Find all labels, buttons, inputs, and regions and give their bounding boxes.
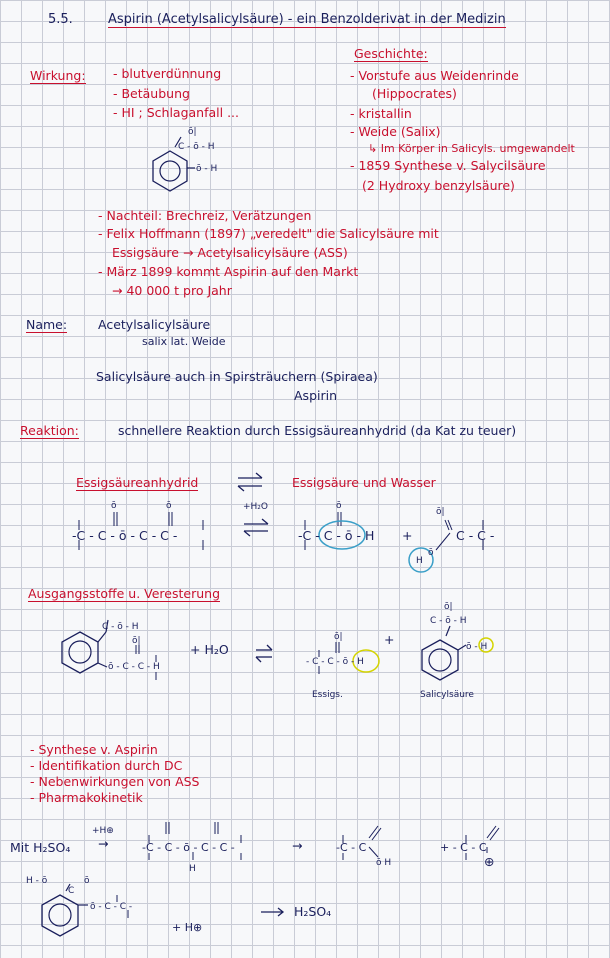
geschichte-item: (Hippocrates) bbox=[372, 86, 457, 101]
reaktion-text: schnellere Reaktion durch Essigsäureanhydrid (da Kat zu teuer) bbox=[118, 423, 517, 438]
geschichte-item: - Weide (Salix) bbox=[350, 124, 441, 139]
eq3-frag1-oh: ō H bbox=[376, 858, 392, 868]
struct-c-oh: C - ō - H bbox=[178, 142, 215, 152]
eq2-c-o-h2: C - ō - H bbox=[430, 616, 467, 626]
wirkung-heading: Wirkung: bbox=[30, 68, 86, 83]
eq1-ho: ō bbox=[428, 548, 434, 558]
eq4-plus-h: + H⊕ bbox=[172, 921, 203, 934]
geschichte-item: ↳ Im Körper in Salicyls. umgewandelt bbox=[368, 142, 575, 155]
eq3-h: H bbox=[189, 864, 196, 874]
eq1-o: ō bbox=[336, 501, 342, 511]
spirea-line: Salicylsäure auch in Spirsträuchern (Spiraea) bbox=[96, 369, 378, 384]
wirkung-item: - HI ; Schlaganfall ... bbox=[113, 105, 240, 120]
note-line: → 40 000 t pro Jahr bbox=[112, 283, 232, 298]
eq3-arrow: → bbox=[98, 836, 109, 851]
name-value: Acetylsalicylsäure bbox=[98, 317, 211, 332]
eq1-o: ō bbox=[111, 501, 117, 511]
eq1-plus: + bbox=[402, 528, 413, 543]
eq2-c-o-h: C - ō - H bbox=[102, 622, 139, 632]
name-note: salix lat. Weide bbox=[142, 335, 226, 348]
struct-o-top: ō| bbox=[188, 127, 197, 137]
list2-item: - Identifikation durch DC bbox=[30, 758, 183, 773]
note-line: - Felix Hoffmann (1897) „veredelt" die Salicylsäure mit bbox=[98, 226, 439, 241]
eq3-mit: Mit H₂SO₄ bbox=[10, 840, 71, 855]
section-number: 5.5. bbox=[48, 12, 73, 27]
eq3-frag1: -C - C bbox=[336, 841, 367, 854]
eq4-o: ō bbox=[84, 876, 90, 886]
eq1-h: H bbox=[416, 556, 423, 566]
eq1-o: ō bbox=[166, 501, 172, 511]
wirkung-item: - Betäubung bbox=[113, 86, 190, 101]
eq3-arrow: → bbox=[292, 838, 303, 853]
eq2-o-top: ō| bbox=[132, 636, 141, 646]
eq1-acid: -C - C - ō - H bbox=[298, 528, 375, 543]
eq2-acid: - C - C - ō - H bbox=[306, 657, 364, 667]
name-heading: Name: bbox=[26, 317, 68, 332]
eq2-ring-oh: ō - H bbox=[466, 642, 488, 652]
eq4-h-o: H - ō bbox=[26, 876, 48, 886]
wirkung-item: - blutverdünnung bbox=[113, 66, 222, 81]
eq2-o-top: ō| bbox=[334, 632, 343, 642]
eq2-salicyl: Salicylsäure bbox=[420, 690, 474, 700]
eq1-oh-top: ō| bbox=[436, 507, 445, 517]
eq4-chain: ō - C - C - bbox=[90, 902, 133, 912]
eq4-c: C bbox=[68, 886, 75, 896]
geschichte-item: - Vorstufe aus Weidenrinde bbox=[350, 68, 519, 83]
eq1-water: +H₂O bbox=[243, 502, 269, 512]
geschichte-item: (2 Hydroxy benzylsäure) bbox=[362, 178, 515, 193]
reaktion-heading: Reaktion: bbox=[20, 423, 79, 438]
list2-item: - Synthese v. Aspirin bbox=[30, 742, 158, 757]
eq1-left-label: Essigsäureanhydrid bbox=[76, 475, 199, 490]
list2-item: - Nebenwirkungen von ASS bbox=[30, 774, 200, 789]
struct-ring-oh: ō - H bbox=[196, 164, 218, 174]
note-line: Essigsäure → Acetylsalicylsäure (ASS) bbox=[112, 245, 348, 260]
eq3-hplus: +H⊕ bbox=[92, 826, 114, 836]
eq2-plus-h2o: + H₂O bbox=[190, 642, 229, 657]
note-line: - März 1899 kommt Aspirin auf den Markt bbox=[98, 264, 359, 279]
eq4-product: H₂SO₄ bbox=[294, 904, 332, 919]
eq3-frag2: + - C - C bbox=[440, 841, 487, 854]
spirea-aspirin: Aspirin bbox=[294, 388, 338, 403]
eq2-ester: ō - C - C - H bbox=[108, 662, 160, 672]
section2-heading: Ausgangsstoffe u. Veresterung bbox=[28, 586, 221, 601]
eq2-essigs: Essigs. bbox=[312, 690, 343, 700]
eq2-o-top: ō| bbox=[444, 602, 453, 612]
geschichte-heading: Geschichte: bbox=[354, 46, 428, 61]
list2-item: - Pharmakokinetik bbox=[30, 790, 143, 805]
eq1-anhydride: -C - C - ō - C - C - bbox=[72, 528, 178, 543]
eq3-plus-circle: ⊕ bbox=[484, 854, 495, 869]
page-title: Aspirin (Acetylsalicylsäure) - ein Benzolderivat in der Medizin bbox=[108, 12, 506, 27]
eq1-acid2: C - C - bbox=[456, 528, 495, 543]
geschichte-item: - kristallin bbox=[350, 106, 412, 121]
eq2-plus: + bbox=[384, 632, 395, 647]
eq1-right-label: Essigsäure und Wasser bbox=[292, 475, 436, 490]
note-line: - Nachteil: Brechreiz, Verätzungen bbox=[98, 208, 312, 223]
geschichte-item: - 1859 Synthese v. Salycilsäure bbox=[350, 158, 546, 173]
eq3-chain: -C - C - ō - C - C - bbox=[142, 841, 235, 854]
